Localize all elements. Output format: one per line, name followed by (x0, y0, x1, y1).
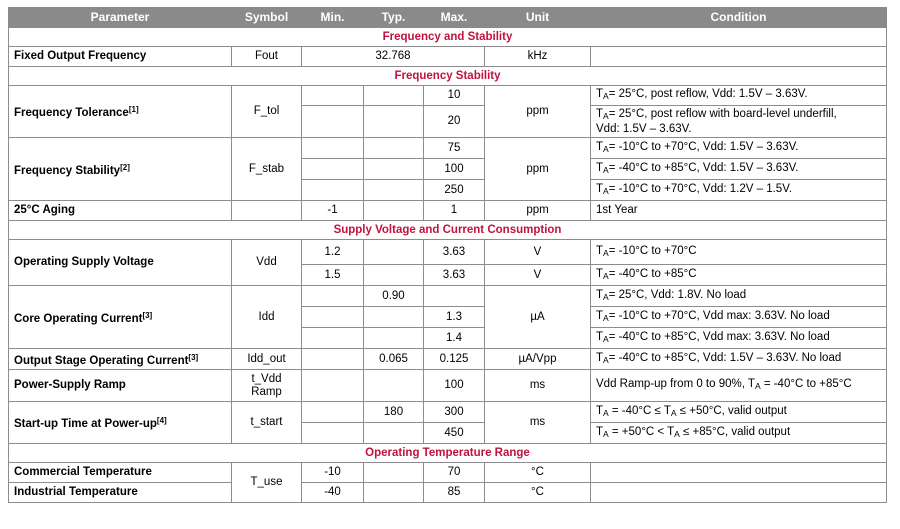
t-letter: T (596, 330, 604, 343)
condition-cell (591, 138, 887, 159)
a-subscript: A (603, 354, 609, 365)
a-subscript: A (603, 164, 609, 175)
min-cell (302, 286, 364, 307)
table-row (9, 444, 887, 463)
unit-cell: ppm (485, 138, 591, 201)
max-cell: 450 (424, 423, 485, 444)
typ-cell: 0.065 (364, 349, 424, 370)
typ-cell (364, 307, 424, 328)
table-row (9, 67, 887, 86)
condition-text: = -40°C to +85°C (760, 378, 852, 390)
condition-cell: 1st Year (591, 201, 887, 221)
unit-cell: ms (485, 370, 591, 402)
spec-table (8, 7, 887, 503)
min-cell (302, 402, 364, 423)
typ-cell (364, 265, 424, 286)
min-cell (302, 138, 364, 159)
header-max: Max. (424, 8, 485, 28)
condition-text: Vdd Ramp-up from 0 to 90%, T (596, 378, 755, 390)
condition-text: = -10°C to +70°C, Vdd: 1.2V – 1.5V. (608, 182, 793, 195)
header-parameter: Parameter (9, 8, 232, 28)
min-cell: -10 (302, 463, 364, 483)
condition-text: ≤ +85°C, valid output (679, 425, 791, 438)
t-letter: T (596, 244, 604, 257)
param-cell: 25°C Aging (9, 201, 232, 221)
param-cell: Industrial Temperature (9, 483, 232, 503)
table-row (9, 483, 887, 503)
condition-text: = 25°C, post reflow with board-level underfill, (608, 107, 837, 120)
max-cell: 1.3 (424, 307, 485, 328)
param-label: Frequency Stability (14, 164, 121, 177)
typ-cell: 32.768 (302, 47, 485, 67)
min-cell (302, 86, 364, 106)
condition-text: = -10°C to +70°C, Vdd: 1.5V – 3.63V. (608, 140, 799, 153)
footnote-ref: [3] (188, 352, 199, 362)
max-cell: 1.4 (424, 328, 485, 349)
a-subscript: A (603, 110, 609, 121)
header-unit: Unit (485, 8, 591, 28)
min-cell: -40 (302, 483, 364, 503)
typ-cell (364, 201, 424, 221)
min-cell: 1.2 (302, 240, 364, 265)
a-subscript: A (603, 428, 609, 439)
max-cell: 100 (424, 159, 485, 180)
param-cell (9, 349, 232, 370)
condition-cell (591, 402, 887, 423)
t-letter: T (596, 267, 604, 280)
condition-cell (591, 265, 887, 286)
t-letter: T (596, 404, 604, 417)
table-row (9, 370, 887, 402)
condition-text: Vdd: 1.5V – 3.63V. (596, 122, 692, 135)
header-symbol: Symbol (232, 8, 302, 28)
symbol-cell: F_stab (232, 138, 302, 201)
condition-cell (591, 423, 887, 444)
a-subscript: A (670, 407, 677, 418)
a-subscript: A (603, 247, 609, 258)
condition-text: = -40°C ≤ T (608, 404, 671, 417)
condition-cell (591, 180, 887, 201)
condition-cell (591, 86, 887, 106)
param-cell (9, 402, 232, 444)
unit-cell: V (485, 240, 591, 265)
condition-cell (591, 349, 887, 370)
unit-cell: °C (485, 483, 591, 503)
t-letter: T (596, 107, 604, 120)
typ-cell (364, 328, 424, 349)
t-letter: T (596, 182, 604, 195)
typ-cell (364, 463, 424, 483)
condition-cell (591, 240, 887, 265)
symbol-cell: T_use (232, 463, 302, 503)
table-row (9, 138, 887, 159)
condition-cell (591, 463, 887, 483)
unit-cell: µA (485, 286, 591, 349)
condition-text: = 25°C, post reflow, Vdd: 1.5V – 3.63V. (608, 88, 808, 100)
symbol-cell: Vdd (232, 240, 302, 286)
condition-text: = +50°C < T (608, 425, 675, 438)
symbol-cell: F_tol (232, 86, 302, 138)
condition-text: = -40°C to +85°C (608, 267, 697, 280)
t-letter: T (596, 140, 604, 153)
max-cell: 1 (424, 201, 485, 221)
table-row (9, 201, 887, 221)
header-typ: Typ. (364, 8, 424, 28)
max-cell: 3.63 (424, 265, 485, 286)
min-cell (302, 349, 364, 370)
param-cell (9, 286, 232, 349)
condition-cell (591, 307, 887, 328)
typ-cell: 0.90 (364, 286, 424, 307)
min-cell (302, 328, 364, 349)
t-letter: T (596, 88, 604, 100)
param-label: Core Operating Current (14, 312, 143, 325)
min-cell (302, 370, 364, 402)
typ-cell (364, 138, 424, 159)
footnote-ref: [2] (120, 162, 130, 172)
param-cell (9, 138, 232, 201)
max-cell: 10 (424, 86, 485, 106)
min-cell (302, 180, 364, 201)
unit-cell: kHz (485, 47, 591, 67)
unit-cell: ppm (485, 201, 591, 221)
min-cell (302, 159, 364, 180)
min-cell (302, 423, 364, 444)
max-cell: 85 (424, 483, 485, 503)
footnote-ref: [4] (156, 416, 167, 425)
param-cell: Fixed Output Frequency (9, 47, 232, 67)
table-row (9, 402, 887, 423)
unit-cell: °C (485, 463, 591, 483)
unit-cell: µA/Vpp (485, 349, 591, 370)
section-title: Frequency Stability (9, 67, 887, 86)
section-title: Supply Voltage and Current Consumption (9, 221, 887, 240)
table-row (9, 86, 887, 106)
header-min: Min. (302, 8, 364, 28)
a-subscript: A (603, 185, 609, 196)
typ-cell (364, 180, 424, 201)
max-cell: 300 (424, 402, 485, 423)
typ-cell (364, 483, 424, 503)
typ-cell: 180 (364, 402, 424, 423)
symbol-cell (232, 370, 302, 402)
header-condition: Condition (591, 8, 887, 28)
condition-cell (591, 328, 887, 349)
t-letter: T (596, 351, 604, 364)
min-cell (302, 307, 364, 328)
a-subscript: A (603, 143, 609, 154)
table-row (9, 463, 887, 483)
a-subscript: A (674, 428, 680, 439)
t-letter: T (596, 288, 604, 301)
condition-cell (591, 286, 887, 307)
table-row (9, 349, 887, 370)
param-label: Frequency Tolerance (14, 107, 129, 119)
section-title: Operating Temperature Range (9, 444, 887, 463)
typ-cell (364, 240, 424, 265)
t-letter: T (596, 161, 604, 174)
a-subscript: A (603, 407, 609, 418)
a-subscript: A (603, 270, 609, 281)
max-cell: 3.63 (424, 240, 485, 265)
max-cell: 0.125 (424, 349, 485, 370)
param-label: Output Stage Operating Current (14, 354, 189, 367)
condition-text: = -10°C to +70°C, Vdd max: 3.63V. No load (608, 309, 830, 322)
condition-cell (591, 483, 887, 503)
table-row (9, 47, 887, 67)
max-cell: 70 (424, 463, 485, 483)
condition-text: = -40°C to +85°C, Vdd max: 3.63V. No load (608, 330, 830, 343)
unit-cell: ppm (485, 86, 591, 138)
param-cell: Power-Supply Ramp (9, 370, 232, 402)
condition-cell (591, 47, 887, 67)
typ-cell (364, 106, 424, 138)
table-row (9, 28, 887, 47)
t-letter: T (596, 425, 604, 438)
symbol-cell (232, 201, 302, 221)
a-subscript: A (603, 333, 609, 344)
typ-cell (364, 423, 424, 444)
symbol-cell: Idd (232, 286, 302, 349)
symbol-cell: Idd_out (232, 349, 302, 370)
max-cell: 250 (424, 180, 485, 201)
a-subscript: A (603, 312, 609, 323)
condition-text: ≤ +50°C, valid output (676, 404, 787, 417)
condition-cell (591, 370, 887, 402)
a-subscript: A (603, 291, 609, 302)
max-cell (424, 286, 485, 307)
t-letter: T (596, 309, 604, 322)
footnote-ref: [3] (142, 310, 153, 320)
symbol-line: t_Vdd (251, 372, 282, 385)
param-cell: Commercial Temperature (9, 463, 232, 483)
unit-cell: V (485, 265, 591, 286)
param-cell: Operating Supply Voltage (9, 240, 232, 286)
typ-cell (364, 86, 424, 106)
table-row (9, 240, 887, 265)
param-label: Start-up Time at Power-up (14, 418, 157, 430)
a-subscript: A (754, 381, 761, 391)
condition-cell (591, 159, 887, 180)
condition-cell (591, 106, 887, 138)
table-row (9, 221, 887, 240)
header-row (9, 8, 887, 28)
max-cell: 75 (424, 138, 485, 159)
symbol-line: Ramp (251, 385, 282, 398)
table-row (9, 286, 887, 307)
param-cell (9, 86, 232, 138)
condition-text: = -40°C to +85°C, Vdd: 1.5V – 3.63V. (608, 161, 799, 174)
condition-text: = -40°C to +85°C, Vdd: 1.5V – 3.63V. No load (608, 351, 842, 364)
condition-text: = 25°C, Vdd: 1.8V. No load (608, 288, 747, 301)
section-title: Frequency and Stability (9, 28, 887, 47)
min-cell: 1.5 (302, 265, 364, 286)
min-cell: -1 (302, 201, 364, 221)
a-subscript: A (603, 91, 609, 101)
condition-text: = -10°C to +70°C (608, 244, 697, 257)
typ-cell (364, 370, 424, 402)
max-cell: 20 (424, 106, 485, 138)
symbol-cell: Fout (232, 47, 302, 67)
typ-cell (364, 159, 424, 180)
footnote-ref: [1] (128, 105, 139, 114)
symbol-cell: t_start (232, 402, 302, 444)
max-cell: 100 (424, 370, 485, 402)
min-cell (302, 106, 364, 138)
unit-cell: ms (485, 402, 591, 444)
